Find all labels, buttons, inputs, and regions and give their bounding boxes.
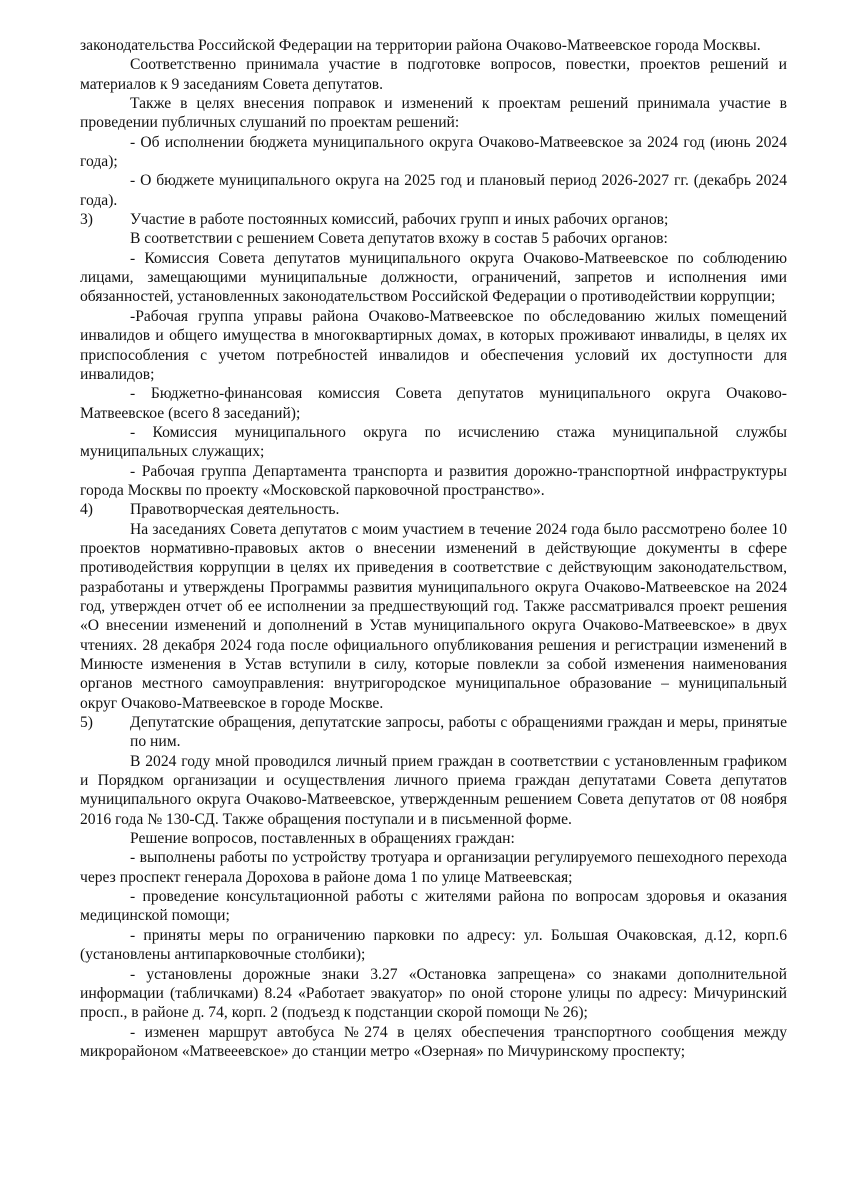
list-item: - изменен маршрут автобуса №274 в целях обеспечения транспортного сообщения между микрорайоном «Матвееевское» до станции метро «Озерная» по Мичуринскому проспекту;: [80, 1023, 787, 1060]
section-number: 4): [80, 501, 93, 519]
list-item: - выполнены работы по устройству тротуара и организации регулируемого пешеходного перехода через проспект генерала Дорохова в районе дома 1 по улице Матвеевская;: [80, 849, 787, 886]
document-page: [80, 36, 787, 1061]
paragraph: законодательства Российской Федерации на территории района Очаково-Матвеевское города Москвы.: [80, 37, 761, 54]
paragraph: В соответствии с решением Совета депутатов вхожу в состав 5 рабочих органов:: [130, 230, 668, 248]
section-heading-3: [80, 210, 787, 229]
section-title: Правотворческая деятельность.: [130, 501, 340, 519]
paragraph: Решение вопросов, поставленных в обращениях граждан:: [130, 830, 515, 848]
section-heading-4: [80, 500, 787, 519]
section-title: Депутатские обращения, депутатские запросы, работы с обращениями граждан и меры, принятые по ним.: [130, 714, 787, 751]
section-number: 3): [80, 211, 93, 229]
list-item: - проведение консультационной работы с жителями района по вопросам здоровья и оказания медицинской помощи;: [80, 888, 787, 925]
list-item: - Об исполнении бюджета муниципального округа Очаково-Матвеевское за 2024 год (июнь 2024 года);: [80, 133, 787, 171]
list-item: -Рабочая группа управы района Очаково-Матвеевское по обследованию жилых помещений инвалидов и общего имущества в многоквартирных домах, в которых проживают инвалиды, в целях их приспособления с учетом потребностей инвалидов и обеспечения условий их доступности для инвалидов;: [80, 307, 787, 383]
paragraph: На заседаниях Совета депутатов с моим участием в течение 2024 года было рассмотрено более 10 проектов нормативно-правовых актов о внесении изменений в действующие документы в сфере противодействия коррупции в целях их приведения в соответствие с действующим законодательством, разработаны и утверждены Программы развития муниципального округа Очаково-Матвеевское на 2024 год, утвержден отчет об ее исполнении за предшествующий год. Также рассматривался проект решения «О внесении изменений и дополнений в Устав муниципального округа Очаково-Матвеевское» в двух чтениях. 28 декабря 2024 года после официального опубликования решения и регистрации изменений в Минюсте изменения в Устав вступили в силу, которые повлекли за собой изменения наименования органов местного самоуправления: внутригородское муниципальное образование – муниципальный округ Очаково-Матвеевское в городе Москве.: [80, 520, 787, 712]
list-item: - Рабочая группа Департамента транспорта и развития дорожно-транспортной инфраструктуры города Москвы по проекту «Московской парковочной пространство».: [80, 462, 787, 499]
section-number: 5): [80, 714, 93, 732]
list-item: - Комиссия муниципального округа по исчислению стажа муниципальной службы муниципальных служащих;: [80, 423, 787, 461]
paragraph: Также в целях внесения поправок и изменений к проектам решений принимала участие в проведении публичных слушаний по проектам решений:: [80, 95, 787, 132]
section-heading-5: [80, 713, 787, 752]
paragraph: Соответственно принимала участие в подготовке вопросов, повестки, проектов решений и материалов к 9 заседаниям Совета депутатов.: [80, 56, 787, 93]
list-item: - Комиссия Совета депутатов муниципального округа Очаково-Матвеевское по соблюдению лицами, замещающими муниципальные должности, ограничений, запретов и исполнения ими обязанностей, установленных законодательством Российской Федерации о противодействии коррупции;: [80, 249, 787, 306]
section-title: Участие в работе постоянных комиссий, рабочих групп и иных рабочих органов;: [130, 211, 669, 229]
list-item: - Бюджетно-финансовая комиссия Совета депутатов муниципального округа Очаково-Матвеевское (всего 8 заседаний);: [80, 385, 787, 422]
list-item: - приняты меры по ограничению парковки по адресу: ул. Большая Очаковская, д.12, корп.6 (установлены антипарковочные столбики);: [80, 926, 787, 964]
list-item: - установлены дорожные знаки 3.27 «Остановка запрещена» со знаками дополнительной информации (табличками) 8.24 «Работает эвакуатор» по оной стороне улицы по адресу: Мичуринский просп., в районе д. 74, корп. 2 (подъезд к подстанции скорой помощи № 26);: [80, 965, 787, 1022]
paragraph: В 2024 году мной проводился личный прием граждан в соответствии с установленным графиком и Порядком организации и осуществления личного приема граждан депутатами Совета депутатов муниципального округа Очаково-Матвеевское, утвержденным решением Совета депутатов от 08 ноября 2016 года № 130-СД. Также обращения поступали и в письменной форме.: [80, 752, 787, 828]
list-item: - О бюджете муниципального округа на 2025 год и плановый период 2026-2027 гг. (декабрь 2024 года).: [80, 172, 787, 209]
